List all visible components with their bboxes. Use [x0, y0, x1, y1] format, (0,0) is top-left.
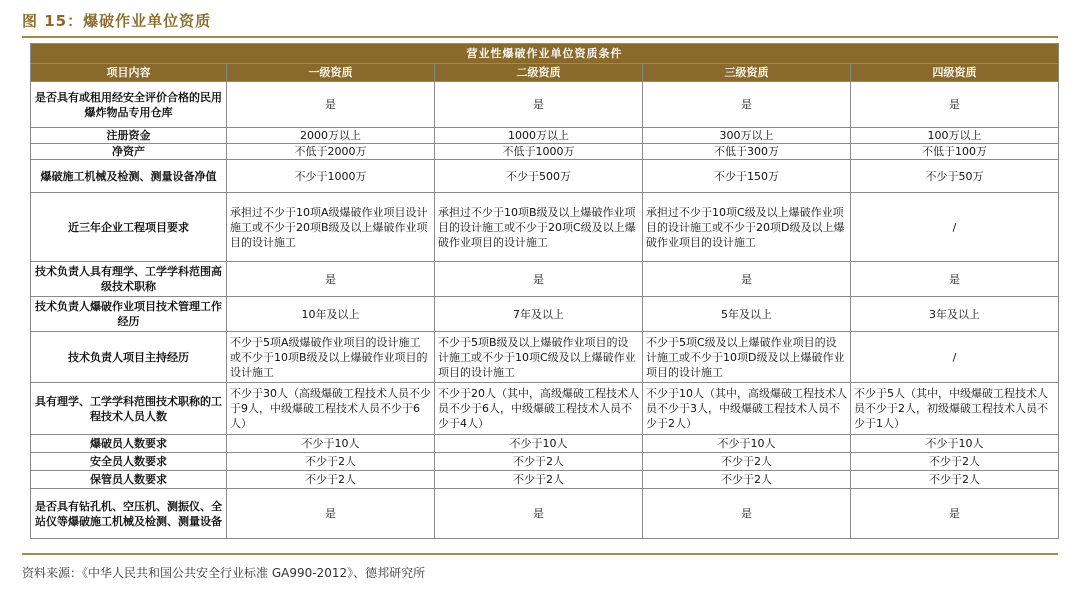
table-cell: 是 — [643, 262, 851, 297]
table-cell: 3年及以上 — [851, 297, 1059, 332]
row-label: 具有理学、工学学科范围技术职称的工程技术人员人数 — [31, 383, 227, 435]
table-cell: 2000万以上 — [227, 128, 435, 144]
table-cell: 不少于10人 — [435, 435, 643, 453]
table-cell: 不少于10人 — [227, 435, 435, 453]
table-cell: 不少于30人（高级爆破工程技术人员不少于9人，中级爆破工程技术人员不少于6人） — [227, 383, 435, 435]
table-row — [31, 471, 1059, 489]
table-banner-row — [31, 44, 1059, 64]
table-cell: 1000万以上 — [435, 128, 643, 144]
row-label: 近三年企业工程项目要求 — [31, 193, 227, 262]
bottom-divider — [22, 553, 1058, 555]
table-cell: 不少于10人（其中，高级爆破工程技术人员不少于3人，中级爆破工程技术人员不少于2人） — [643, 383, 851, 435]
table-cell: 不少于20人（其中，高级爆破工程技术人员不少于6人，中级爆破工程技术人员不少于4人） — [435, 383, 643, 435]
table-cell: 不少于2人 — [227, 453, 435, 471]
table-cell: / — [851, 332, 1059, 383]
table-row — [31, 332, 1059, 383]
table-cell: 不少于50万 — [851, 160, 1059, 193]
table-row — [31, 489, 1059, 539]
column-header: 四级资质 — [851, 64, 1059, 82]
table-cell: 不低于1000万 — [435, 144, 643, 160]
table-cell: 是 — [851, 262, 1059, 297]
row-label: 保管员人数要求 — [31, 471, 227, 489]
column-header: 一级资质 — [227, 64, 435, 82]
table-header-row — [31, 64, 1059, 82]
row-label: 净资产 — [31, 144, 227, 160]
table-cell: 不少于10人 — [851, 435, 1059, 453]
qualification-table — [30, 43, 1059, 539]
table-cell: 不少于150万 — [643, 160, 851, 193]
table-cell: 不少于5人（其中，中级爆破工程技术人员不少于2人，初级爆破工程技术人员不少于1人） — [851, 383, 1059, 435]
table-cell: 100万以上 — [851, 128, 1059, 144]
table-cell: 不低于2000万 — [227, 144, 435, 160]
table-cell: 承担过不少于10项B级及以上爆破作业项目的设计施工或不少于20项C级及以上爆破作业项目的设计施工 — [435, 193, 643, 262]
table-row — [31, 193, 1059, 262]
table-cell: 不少于2人 — [643, 453, 851, 471]
table-cell: 不少于10人 — [643, 435, 851, 453]
table-cell: 不少于2人 — [435, 471, 643, 489]
row-label: 技术负责人爆破作业项目技术管理工作经历 — [31, 297, 227, 332]
row-label: 爆破施工机械及检测、测量设备净值 — [31, 160, 227, 193]
table-cell: 不少于1000万 — [227, 160, 435, 193]
column-header: 三级资质 — [643, 64, 851, 82]
row-label: 是否具有钻孔机、空压机、测振仪、全站仪等爆破施工机械及检测、测量设备 — [31, 489, 227, 539]
table-cell: 是 — [435, 82, 643, 128]
table-row — [31, 128, 1059, 144]
table-cell: 不少于5项A级爆破作业项目的设计施工或不少于10项B级及以上爆破作业项目的设计施工 — [227, 332, 435, 383]
table-cell: 10年及以上 — [227, 297, 435, 332]
table-cell: 不少于500万 — [435, 160, 643, 193]
row-label: 注册资金 — [31, 128, 227, 144]
table-cell: 是 — [851, 489, 1059, 539]
table-cell: 不少于2人 — [435, 453, 643, 471]
table-row — [31, 453, 1059, 471]
table-cell: 是 — [643, 82, 851, 128]
table-row — [31, 262, 1059, 297]
table-cell: 是 — [851, 82, 1059, 128]
row-label: 爆破员人数要求 — [31, 435, 227, 453]
table-cell: 不少于2人 — [227, 471, 435, 489]
table-row — [31, 383, 1059, 435]
table-cell: 是 — [435, 262, 643, 297]
table-cell: 是 — [643, 489, 851, 539]
table-cell: 不少于2人 — [851, 471, 1059, 489]
table-cell: 承担过不少于10项C级及以上爆破作业项目的设计施工或不少于20项D级及以上爆破作业项目的设计施工 — [643, 193, 851, 262]
table-row — [31, 297, 1059, 332]
table-cell: 5年及以上 — [643, 297, 851, 332]
table-cell: 是 — [227, 489, 435, 539]
figure-title: 图 15：爆破作业单位资质 — [22, 12, 212, 30]
table-cell: 300万以上 — [643, 128, 851, 144]
table-row — [31, 435, 1059, 453]
source-note: 资料来源：《中华人民共和国公共安全行业标准 GA990-2012》、德邦研究所 — [22, 566, 426, 580]
table-row — [31, 82, 1059, 128]
column-header: 项目内容 — [31, 64, 227, 82]
table-cell: 不低于300万 — [643, 144, 851, 160]
table-cell: 是 — [227, 262, 435, 297]
table-cell: 承担过不少于10项A级爆破作业项目设计施工或不少于20项B级及以上爆破作业项目的设计施工 — [227, 193, 435, 262]
table-cell: 7年及以上 — [435, 297, 643, 332]
row-label: 是否具有或租用经安全评价合格的民用爆炸物品专用仓库 — [31, 82, 227, 128]
row-label: 安全员人数要求 — [31, 453, 227, 471]
table-banner: 营业性爆破作业单位资质条件 — [31, 44, 1059, 64]
table-row — [31, 160, 1059, 193]
table-cell: 不低于100万 — [851, 144, 1059, 160]
table-cell: 不少于5项B级及以上爆破作业项目的设计施工或不少于10项C级及以上爆破作业项目的设计施工 — [435, 332, 643, 383]
table-row — [31, 144, 1059, 160]
title-divider — [22, 36, 1058, 38]
table-cell: 不少于2人 — [643, 471, 851, 489]
table-cell: / — [851, 193, 1059, 262]
table-cell: 不少于2人 — [851, 453, 1059, 471]
table-cell: 是 — [227, 82, 435, 128]
row-label: 技术负责人具有理学、工学学科范围高级技术职称 — [31, 262, 227, 297]
table-cell: 不少于5项C级及以上爆破作业项目的设计施工或不少于10项D级及以上爆破作业项目的设计施工 — [643, 332, 851, 383]
row-label: 技术负责人项目主持经历 — [31, 332, 227, 383]
column-header: 二级资质 — [435, 64, 643, 82]
table-cell: 是 — [435, 489, 643, 539]
